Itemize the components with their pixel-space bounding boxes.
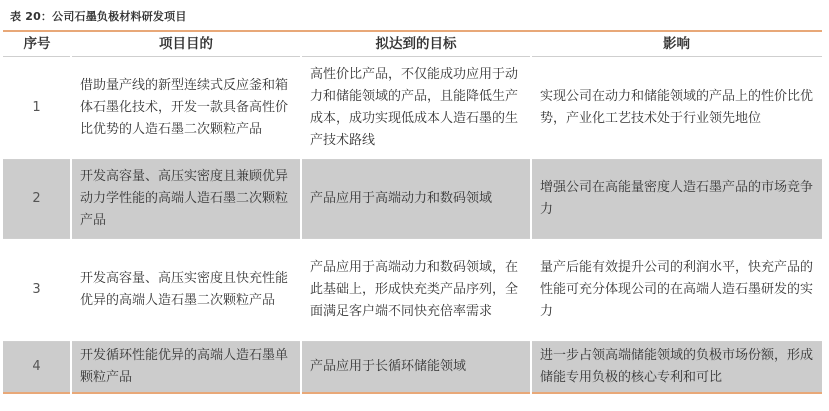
table-title: 表 20：公司石墨负极材料研发项目 [10,10,187,23]
row-no: 1 [32,100,41,115]
row-purpose: 借助量产线的新型连续式反应釜和箱体石墨化技术，开发一款具备高性价比优势的人造石墨二次颗粒产品 [71,57,301,160]
header-purpose: 项目目的 [159,36,213,52]
table-row [3,342,822,394]
row-impact: 进一步占领高端储能领域的负极市场份额，形成储能专用负极的核心专利和可比 [531,342,822,394]
header-no: 序号 [23,36,51,52]
table-row [3,57,822,160]
row-goal: 产品应用于高端动力和数码领域，在此基础上，形成快充类产品序列，全面满足客户端不同快充倍率需求 [301,239,531,342]
row-goal: 产品应用于高端动力和数码领域 [301,160,531,239]
row-impact: 增强公司在高能量密度人造石墨产品的市场竞争力 [531,160,822,239]
header-impact: 影响 [663,36,690,52]
table-header-row [3,31,822,57]
row-goal: 产品应用于长循环储能领域 [301,342,531,394]
row-purpose: 开发循环性能优异的高端人造石墨单颗粒产品 [71,342,301,394]
row-no: 2 [3,160,71,239]
table-row [3,160,822,239]
row-goal: 高性价比产品，不仅能成功应用于动力和储能领域的产品，且能降低生产成本，成功实现低成本人造石墨的生产技术路线 [301,57,531,160]
row-purpose: 开发高容量、高压实密度且兼顾优异动力学性能的高端人造石墨二次颗粒产品 [71,160,301,239]
rd-projects-table [3,30,822,394]
row-no: 4 [3,342,71,394]
header-goal: 拟达到的目标 [375,36,457,52]
row-no: 3 [32,282,41,297]
table-row [3,239,822,342]
row-impact: 实现公司在动力和储能领域的产品上的性价比优势，产业化工艺技术处于行业领先地位 [531,57,822,160]
row-purpose: 开发高容量、高压实密度且快充性能优异的高端人造石墨二次颗粒产品 [71,239,301,342]
row-impact: 量产后能有效提升公司的利润水平，快充产品的性能可充分体现公司的在高端人造石墨研发的实力 [531,239,822,342]
